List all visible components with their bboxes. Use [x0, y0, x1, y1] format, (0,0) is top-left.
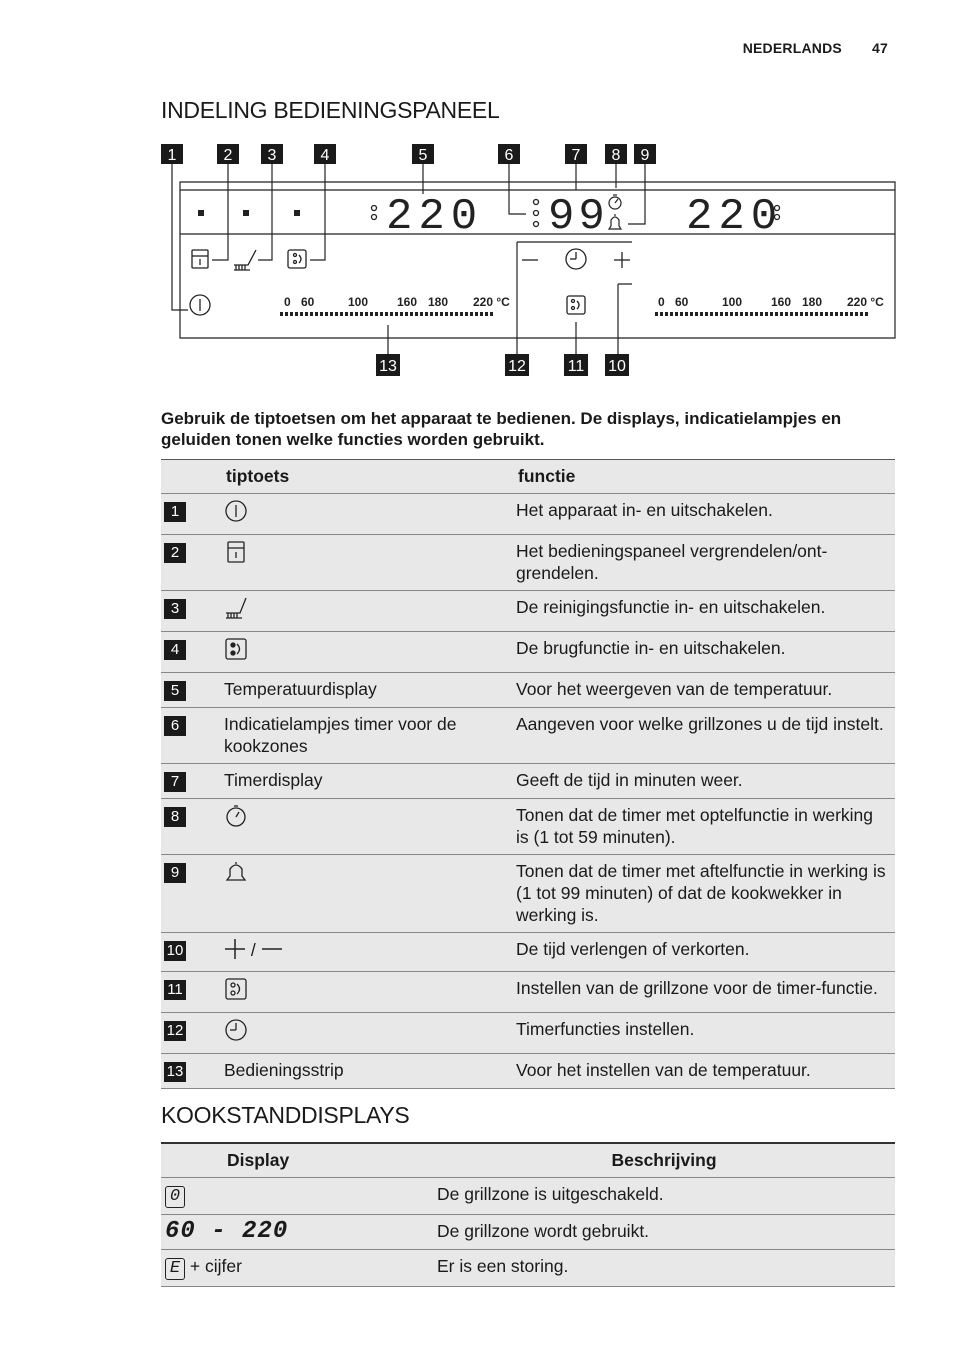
scale-right-220: 220 °C	[847, 295, 884, 309]
table-row	[161, 1178, 895, 1215]
controls-table	[161, 459, 895, 1089]
row-function: Voor het instellen van de temperatuur.	[512, 1054, 895, 1089]
displays-table-header	[161, 1143, 895, 1178]
row-number-badge: 13	[164, 1062, 186, 1082]
row-number-badge: 3	[164, 599, 186, 619]
controls-table-header	[161, 460, 895, 494]
page-number: 47	[872, 40, 888, 56]
table-row	[161, 673, 895, 708]
row-number-badge: 9	[164, 863, 186, 883]
right-temp-display: 220	[686, 192, 784, 242]
table-row	[161, 494, 895, 535]
scale-right-160: 160	[771, 295, 792, 309]
row-number-badge: 1	[164, 502, 186, 522]
zone-key-dot-1[interactable]	[198, 210, 204, 216]
table-row	[161, 855, 895, 933]
header-functie: functie	[512, 460, 895, 494]
callout-10: 10	[608, 358, 626, 375]
scale-right-60: 60	[675, 295, 689, 309]
scale-right-180: 180	[802, 295, 823, 309]
bridge-zone-icon	[224, 637, 248, 666]
clock-key-icon[interactable]	[566, 249, 586, 269]
section-title-panel: INDELING BEDIENINGSPANEEL	[161, 97, 500, 123]
table-row	[161, 972, 895, 1013]
display-description: De grillzone wordt gebruikt.	[433, 1215, 895, 1250]
callout-9: 9	[640, 147, 650, 164]
displays-table	[161, 1142, 895, 1287]
row-label: Bedieningsstrip	[224, 1060, 344, 1080]
callout-3: 3	[267, 147, 277, 164]
cleaning-key-icon[interactable]	[234, 250, 256, 270]
table-row	[161, 933, 895, 972]
display-symbol: E	[165, 1258, 185, 1280]
scale-left-100: 100	[348, 295, 369, 309]
row-label: Temperatuurdisplay	[224, 679, 377, 699]
table-row	[161, 1054, 895, 1089]
zone-select-key-icon[interactable]	[567, 296, 585, 314]
table-row	[161, 591, 895, 632]
power-key-icon[interactable]	[190, 295, 210, 315]
row-function: Tonen dat de timer met optelfunctie in werking is (1 tot 59 minuten).	[512, 799, 895, 855]
row-number-badge: 10	[164, 941, 186, 961]
callout-11: 11	[567, 358, 585, 375]
table-row	[161, 764, 895, 799]
row-function: Het apparaat in- en uitschakelen.	[512, 494, 895, 535]
table-row	[161, 799, 895, 855]
plus-minus-icon	[224, 938, 246, 965]
timer-display: 99	[548, 192, 609, 242]
bell-icon	[224, 860, 248, 889]
row-function: De reinigingsfunctie in- en uitschakelen.	[512, 591, 895, 632]
header-display: Display	[161, 1143, 433, 1178]
row-number-badge: 8	[164, 807, 186, 827]
left-temp-display: 220	[386, 192, 484, 242]
control-panel-diagram	[150, 138, 910, 388]
minus-icon	[261, 938, 283, 965]
row-number-badge: 2	[164, 543, 186, 563]
display-extra: + cijfer	[189, 1256, 242, 1276]
callout-4: 4	[320, 147, 330, 164]
display-description: De grillzone is uitgeschakeld.	[433, 1178, 895, 1215]
callout-12: 12	[508, 358, 526, 375]
page-header	[717, 40, 888, 56]
table-row	[161, 708, 895, 764]
row-number-badge: 11	[164, 980, 186, 1000]
row-function: Het bedieningspaneel vergrendelen/ont-grendelen.	[512, 535, 895, 591]
scale-left-60: 60	[301, 295, 315, 309]
scale-left-160: 160	[397, 295, 418, 309]
section-title-displays: KOOKSTANDDISPLAYS	[161, 1102, 410, 1128]
scale-left-220: 220 °C	[473, 295, 510, 309]
callout-2: 2	[223, 147, 233, 164]
callout-7: 7	[571, 147, 581, 164]
scale-left-0: 0	[284, 295, 291, 309]
header-beschrijving: Beschrijving	[433, 1143, 895, 1178]
scale-right-100: 100	[722, 295, 743, 309]
clock-icon	[224, 1018, 248, 1047]
display-symbol: 0	[165, 1186, 185, 1208]
scale-left-180: 180	[428, 295, 449, 309]
row-function: Aangeven voor welke grillzones u de tijd instelt.	[512, 708, 895, 764]
zone-select-icon	[224, 977, 248, 1006]
bridge-key-icon[interactable]	[288, 250, 306, 268]
row-number-badge: 4	[164, 640, 186, 660]
row-number-badge: 5	[164, 681, 186, 701]
row-function: Voor het weergeven van de temperatuur.	[512, 673, 895, 708]
callout-5: 5	[418, 147, 428, 164]
lock-icon	[224, 540, 248, 569]
row-function: Geeft de tijd in minuten weer.	[512, 764, 895, 799]
row-label: /	[250, 940, 256, 961]
stopwatch-icon	[224, 804, 248, 833]
table-row	[161, 1013, 895, 1054]
display-range: 60 - 220	[165, 1218, 289, 1245]
display-description: Er is een storing.	[433, 1250, 895, 1287]
control-panel-svg	[150, 138, 910, 388]
callout-8: 8	[611, 147, 621, 164]
row-function: De brugfunctie in- en uitschakelen.	[512, 632, 895, 673]
bell-indicator-icon	[609, 214, 621, 229]
cleaning-brush-icon	[224, 596, 248, 625]
callout-1: 1	[167, 147, 177, 164]
row-function: Instellen van de grillzone voor de timer-functie.	[512, 972, 895, 1013]
row-label: Timerdisplay	[224, 770, 323, 790]
lock-key-icon[interactable]	[192, 250, 208, 268]
intro-text: Gebruik de tiptoetsen om het apparaat te bedienen. De displays, indicatielampjes en geluiden tonen welke functies worden gebruikt.	[161, 409, 842, 449]
row-number-badge: 7	[164, 772, 186, 792]
power-icon	[224, 499, 248, 528]
table-row	[161, 1215, 895, 1250]
stopwatch-indicator-icon	[609, 195, 621, 209]
row-number-badge: 6	[164, 716, 186, 736]
table-row	[161, 535, 895, 591]
language-label: NEDERLANDS	[742, 40, 842, 56]
plus-key-icon[interactable]	[614, 252, 630, 268]
row-label: Indicatielampjes timer voor de kookzones	[224, 714, 457, 756]
table-row	[161, 1250, 895, 1287]
header-tiptoets: tiptoets	[220, 460, 512, 494]
row-function: Tonen dat de timer met aftelfunctie in werking is (1 tot 99 minuten) of dat de kookwekker in werking is.	[512, 855, 895, 933]
row-function: Timerfuncties instellen.	[512, 1013, 895, 1054]
zone-key-dot-2[interactable]	[243, 210, 249, 216]
scale-right-0: 0	[658, 295, 665, 309]
row-function: De tijd verlengen of verkorten.	[512, 933, 895, 972]
zone-key-dot-3[interactable]	[294, 210, 300, 216]
table-row	[161, 632, 895, 673]
callout-13: 13	[379, 358, 397, 375]
callout-6: 6	[504, 147, 514, 164]
row-number-badge: 12	[164, 1021, 186, 1041]
